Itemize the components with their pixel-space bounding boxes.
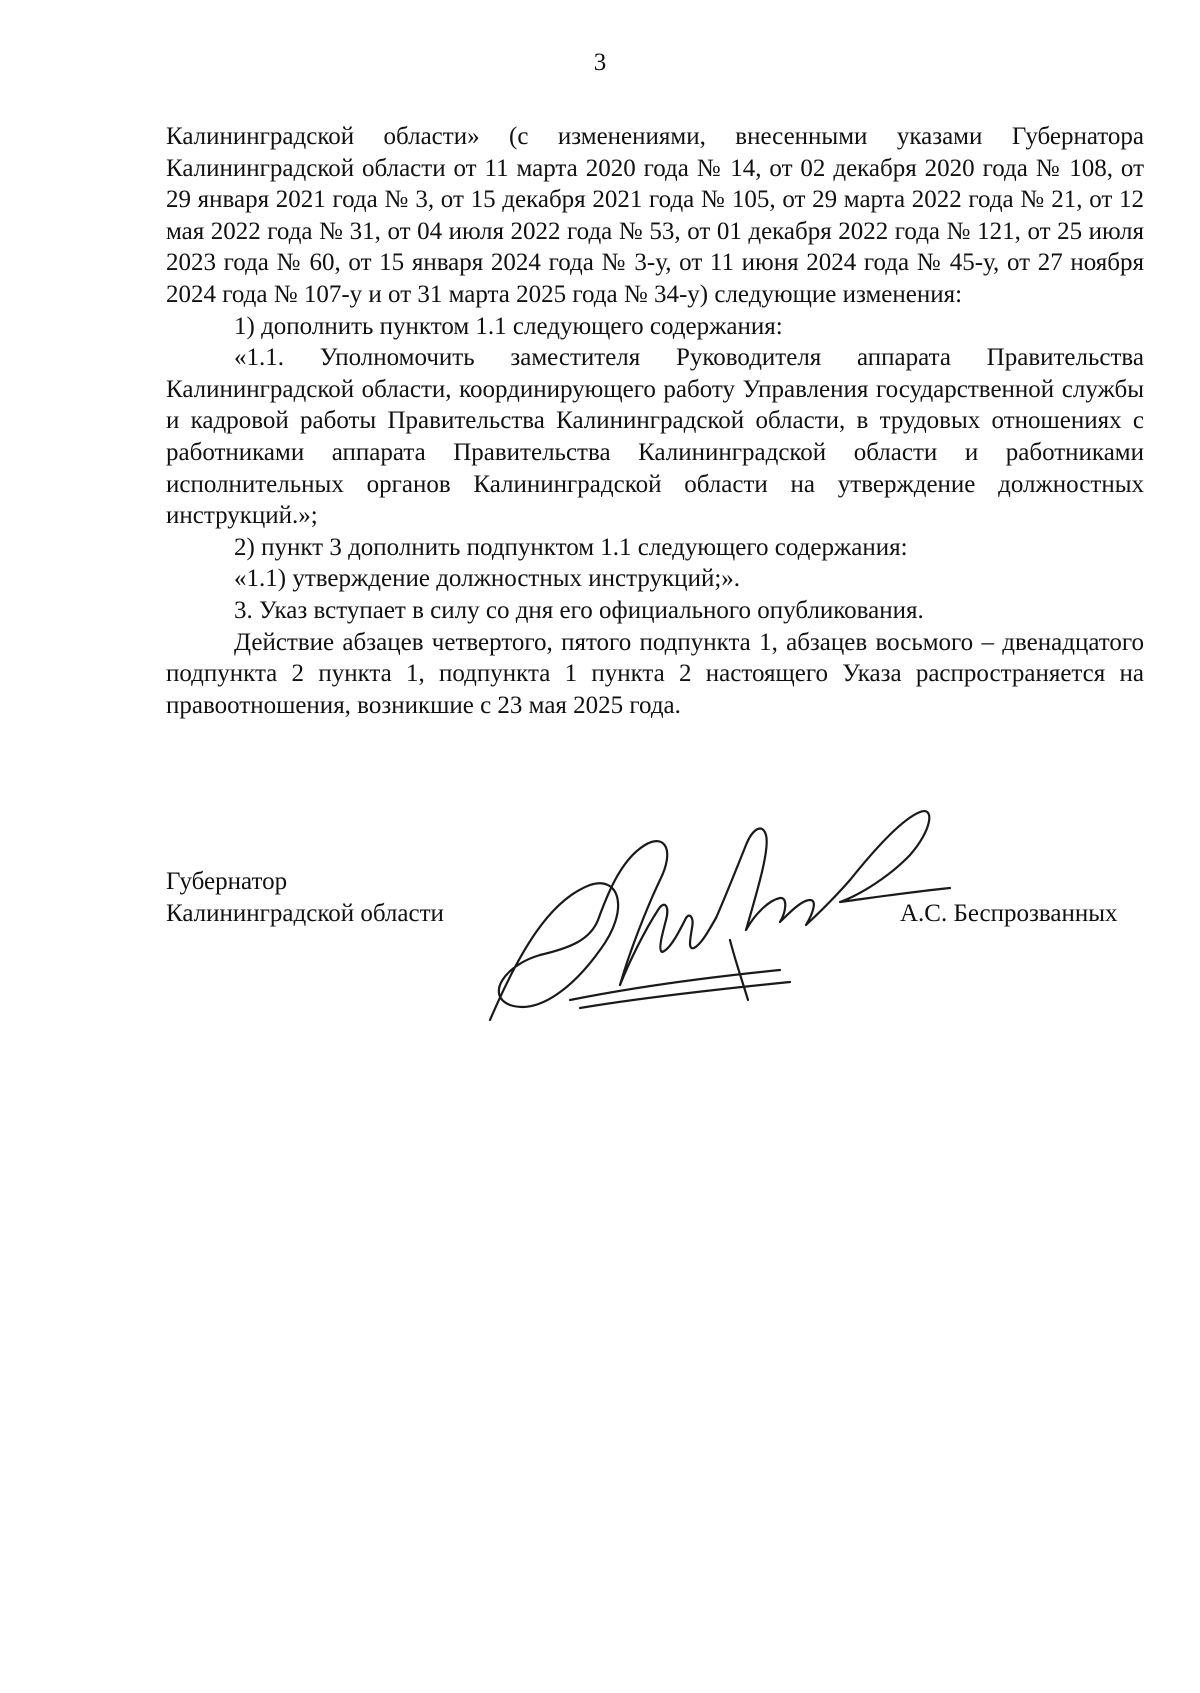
paragraph-amendment-intro: Калининградской области» (с изменениями, внесенными указами Губернатора Калининградской области от 11 марта 2020 года № 14, от 02 декабря 2020 года № 108, от 29 января 2021 года № 3, от 15 декабря 2021 года № 105, от 29 марта 2022 года № 21, от 12 мая 2022 года № 31, от 04 июля 2022 года № 53, от 01 декабря 2022 года № 121, от 25 июля 2023 года № 60, от 15 января 2024 года № 3-у, от 11 июня 2024 года № 45-у, от 27 ноября 2024 года № 107-у и от 31 марта 2025 года № 34-у) следующие изменения: (166, 123, 1144, 308)
document-body (166, 121, 1144, 721)
paragraph-item-1: 1) дополнить пунктом 1.1 следующего содержания: (234, 312, 783, 340)
paragraph-effective-date: 3. Указ вступает в силу со дня его официального опубликования. (234, 596, 924, 624)
paragraph-retroactive-effect: Действие абзацев четвертого, пятого подпункта 1, абзацев восьмого – двенадцатого подпункта 2 пункта 1, подпункта 1 пункта 2 настоящего Указа распространяется на правоотношения, возникшие с 23 мая 2025 года. (166, 628, 1144, 719)
signatory-title: Губернатор (166, 868, 288, 895)
signatory-name: А.С. Беспрозванных (900, 900, 1118, 927)
page-number: 3 (593, 49, 607, 76)
paragraph-item-1-1-text: «1.1. Уполномочить заместителя Руководителя аппарата Правительства Калининградской области, координирующего работу Управления государственной службы и кадровой работы Правительства Калининградской области, в трудовых отношениях с работниками аппарата Правительства Калининградской области и работниками исполнительных органов Калининградской области на утверждение должностных инструкций.»; (166, 344, 1144, 530)
signatory-region: Калининградской области (166, 900, 444, 927)
paragraph-item-2: 2) пункт 3 дополнить подпунктом 1.1 следующего содержания: (234, 533, 908, 561)
signatory-position (166, 866, 444, 930)
handwritten-signature (480, 800, 960, 1030)
paragraph-item-2-text: «1.1) утверждение должностных инструкций;». (234, 565, 741, 593)
